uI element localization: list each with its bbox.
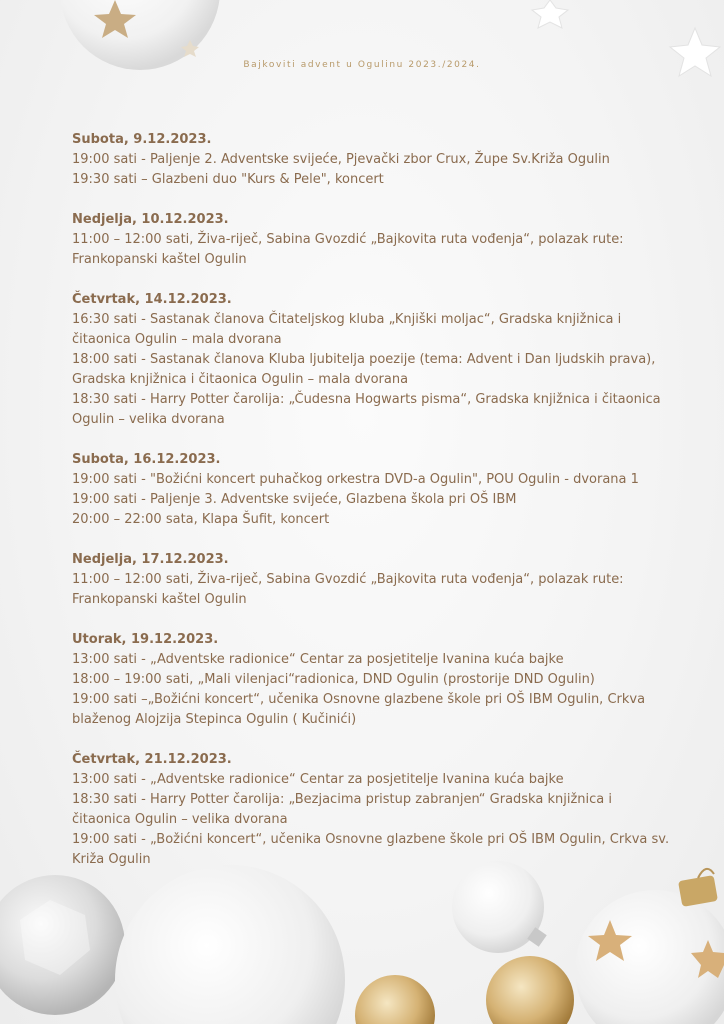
event-item: 19:00 sati –„Božićni koncert“, učenika Osnovne glazbene škole pri OŠ IBM Ogulin, Crkva blaženog Alojzija Stepinca Ogulin ( Kučinići): [72, 692, 646, 727]
event-item: 19:00 sati - „Božićni koncert“, učenika Osnovne glazbene škole pri OŠ IBM Ogulin, Crkva sv. Križa Ogulin: [72, 832, 670, 867]
event-item: 19:00 sati - "Božićni koncert puhačkog orkestra DVD-a Ogulin", POU Ogulin - dvorana 1: [72, 472, 639, 487]
event-item: 11:00 – 12:00 sati, Živa-riječ, Sabina Gvozdić „Bajkovita ruta vođenja“, polazak rute: Frankopanski kaštel Ogulin: [72, 572, 624, 607]
day-title: Subota, 9.12.2023.: [72, 132, 212, 147]
day-block: [72, 550, 672, 610]
day-block: [72, 290, 672, 430]
day-title: Subota, 16.12.2023.: [72, 452, 221, 467]
page-header: Bajkoviti advent u Ogulinu 2023./2024.: [243, 60, 481, 70]
event-item: 11:00 – 12:00 sati, Živa-riječ, Sabina Gvozdić „Bajkovita ruta vođenja“, polazak rute: Frankopanski kaštel Ogulin: [72, 232, 624, 267]
event-item: 16:30 sati - Sastanak članova Čitateljskog kluba „Knjiški moljac“, Gradska knjižnica i čitaonica Ogulin – mala dvorana: [72, 312, 622, 347]
event-item: 13:00 sati - „Adventske radionice“ Centar za posjetitelje Ivanina kuća bajke: [72, 652, 564, 667]
day-title: Nedjelja, 10.12.2023.: [72, 212, 229, 227]
day-title: Četvrtak, 21.12.2023.: [72, 752, 232, 767]
event-item: 20:00 – 22:00 sata, Klapa Šufit, koncert: [72, 512, 330, 527]
event-item: 18:00 – 19:00 sati, „Mali vilenjaci“radionica, DND Ogulin (prostorije DND Ogulin): [72, 672, 595, 687]
star-top-right-icon: [490, 0, 724, 110]
day-title: Utorak, 19.12.2023.: [72, 632, 219, 647]
day-title: Nedjelja, 17.12.2023.: [72, 552, 229, 567]
day-title: Četvrtak, 14.12.2023.: [72, 292, 232, 307]
day-block: [72, 210, 672, 270]
event-item: 18:30 sati - Harry Potter čarolija: „Čudesna Hogwarts pisma“, Gradska knjižnica i čitaonica Ogulin – velika dvorana: [72, 392, 661, 427]
event-item: 19:00 sati - Paljenje 2. Adventske svijeće, Pjevački zbor Crux, Župe Sv.Križa Ogulin: [72, 152, 610, 167]
event-item: 18:00 sati - Sastanak članova Kluba ljubitelja poezije (tema: Advent i Dan ljudskih prava), Gradska knjižnica i čitaonica Ogulin – mala dvorana: [72, 352, 656, 387]
day-block: [72, 630, 672, 730]
event-item: 19:30 sati – Glazbeni duo "Kurs & Pele", koncert: [72, 172, 384, 187]
event-item: 19:00 sati - Paljenje 3. Adventske svijeće, Glazbena škola pri OŠ IBM: [72, 492, 517, 507]
day-block: [72, 450, 672, 530]
schedule: [72, 130, 672, 890]
event-item: 13:00 sati - „Adventske radionice“ Centar za posjetitelje Ivanina kuća bajke: [72, 772, 564, 787]
ornaments-bottom-icon: [0, 840, 724, 1024]
event-item: 18:30 sati - Harry Potter čarolija: „Bezjacima pristup zabranjen“ Gradska knjižnica i čitaonica Ogulin – velika dvorana: [72, 792, 612, 827]
day-block: [72, 130, 672, 190]
